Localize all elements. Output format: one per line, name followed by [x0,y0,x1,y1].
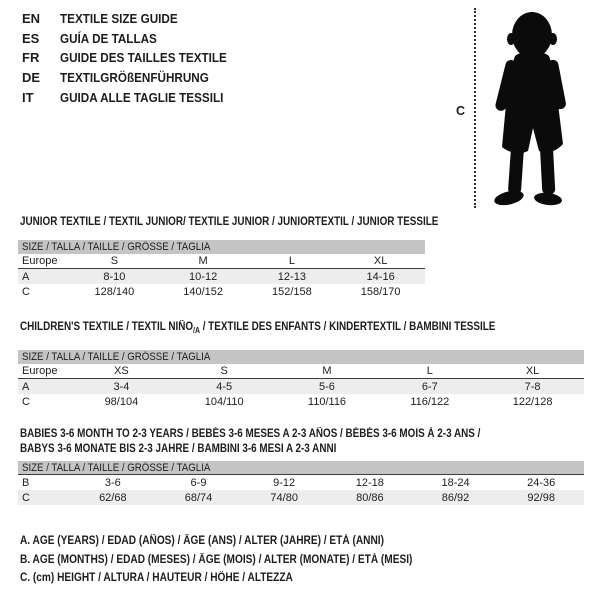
value-cell: 68/74 [184,491,213,504]
table-row-height [18,394,584,409]
language-label: TEXTILE SIZE GUIDE [60,11,178,27]
language-code: FR [22,50,40,66]
value-cell: 80/86 [356,491,384,504]
row-label: A [22,270,30,283]
value-cell: 6-7 [421,380,438,393]
value-cell: 128/140 [94,285,135,298]
value-cell: 110/116 [307,395,347,408]
legend-line-a [20,532,466,551]
value-cell: 4-5 [216,380,233,393]
title-text: / TEXTILE DES ENFANTS / KINDERTEXTIL / BAMBINI TESSILE [199,321,496,333]
value-cell: 86/92 [441,491,470,504]
baby-silhouette-image [481,8,583,207]
table-header-label: SIZE / TALLA / TAILLE / GRÖSSE / TAGLIA [22,461,211,474]
size-cell: XS [114,365,129,377]
language-row-en [22,9,245,29]
children-section-title [20,321,495,333]
legend-line-b [20,551,466,570]
table-header-label: SIZE / TALLA / TAILLE / GRÖSSE / TAGLIA [22,241,211,253]
value-cell: 62/68 [99,491,127,504]
row-label: A [22,380,30,393]
language-row-de [22,68,245,88]
value-cell: 18-24 [441,476,470,489]
table-row-age [18,379,584,394]
size-cell: S [110,255,119,267]
value-cell: 12-18 [355,476,384,489]
row-label: C [22,285,30,298]
title-subscript: /A [193,325,200,335]
table-header-bar [18,240,425,254]
value-cell: 104/110 [204,395,244,408]
language-code: EN [22,11,41,27]
value-cell: 8-10 [103,270,126,283]
language-row-es [22,29,245,49]
table-header-bar [18,461,584,475]
children-size-table [18,350,584,409]
junior-section-title: JUNIOR TEXTILE / TEXTIL JUNIOR/ TEXTILE JUNIOR / JUNIORTEXTIL / JUNIOR TESSILE [20,216,439,228]
language-row-fr [22,48,245,68]
babies-size-table [18,461,584,505]
value-cell: 140/152 [183,285,223,298]
language-code: DE [22,70,41,86]
row-label: C [22,491,30,504]
value-cell: 3-4 [113,380,130,393]
value-cell: 9-12 [273,476,296,489]
value-cell: 24-36 [527,476,556,489]
row-label: C [22,395,30,408]
height-measure-label: C [456,104,466,118]
language-label: GUÍA DE TALLAS [60,30,157,46]
language-list [22,9,245,107]
size-cell: XL [525,365,540,377]
table-row-sizes [18,254,425,269]
title-line: BABYS 3-6 MONATE BIS 2-3 JAHRE / BAMBINI 3-6 MESI A 2-3 ANNI [20,443,337,456]
title-text: CHILDREN'S TEXTILE / TEXTIL NIÑO [20,321,194,333]
height-measure-dashed-line [474,8,476,208]
value-cell: 6-9 [190,476,207,489]
babies-section-title [20,426,555,457]
value-cell: 152/158 [271,285,312,298]
title-line: BABIES 3-6 MONTH TO 2-3 YEARS / BEBÉS 3-6 MESES A 2-3 AÑOS / BÉBÉS 3-6 MOIS À 2-3 ANS / [20,427,481,440]
table-header-label: SIZE / TALLA / TAILLE / GRÖSSE / TAGLIA [22,351,211,363]
table-row-age [18,269,425,284]
size-cell: M [322,365,332,377]
row-label: Europe [22,255,58,267]
table-row-height [18,284,425,299]
value-cell: 74/80 [270,491,298,504]
junior-size-table [18,240,425,299]
language-code: IT [22,89,34,105]
value-cell: 158/170 [360,285,401,298]
table-row-height [18,490,584,505]
measurement-legend [20,532,466,588]
value-cell: 12-13 [277,270,306,283]
legend-text: C. (cm) HEIGHT / ALTURA / HAUTEUR / HÖHE / ALTEZZA [20,572,293,585]
value-cell: 5-6 [319,380,335,393]
value-cell: 92/98 [527,491,555,504]
value-cell: 3-6 [104,476,121,489]
table-row-sizes [18,364,584,379]
value-cell: 98/104 [104,395,139,408]
size-cell: M [198,255,208,267]
row-label: B [22,476,30,489]
table-row-months [18,475,584,490]
language-label: GUIDA ALLE TAGLIE TESSILI [60,89,224,105]
row-label: Europe [22,365,58,377]
size-cell: XL [373,255,388,267]
value-cell: 7-8 [524,380,541,393]
size-cell: S [220,365,228,377]
value-cell: 10-12 [189,270,218,283]
language-label: TEXTILGRÖßENFÜHRUNG [60,70,209,86]
value-cell: 116/122 [410,395,450,408]
value-cell: 14-16 [366,270,395,283]
size-cell: L [288,255,295,267]
legend-line-c [20,569,466,588]
value-cell: 122/128 [512,395,553,408]
size-cell: L [426,365,433,377]
legend-text: A. AGE (YEARS) / EDAD (AÑOS) / ÂGE (ANS) / ALTER (JAHRE) / ETÀ (ANNI) [20,535,384,548]
language-row-it [22,87,245,107]
language-code: ES [22,30,40,46]
table-header-bar [18,350,584,364]
legend-text: B. AGE (MONTHS) / EDAD (MESES) / ÂGE (MOIS) / ALTER (MONATE) / ETÀ (MESI) [20,553,413,566]
language-label: GUIDE DES TAILLES TEXTILE [60,50,227,66]
